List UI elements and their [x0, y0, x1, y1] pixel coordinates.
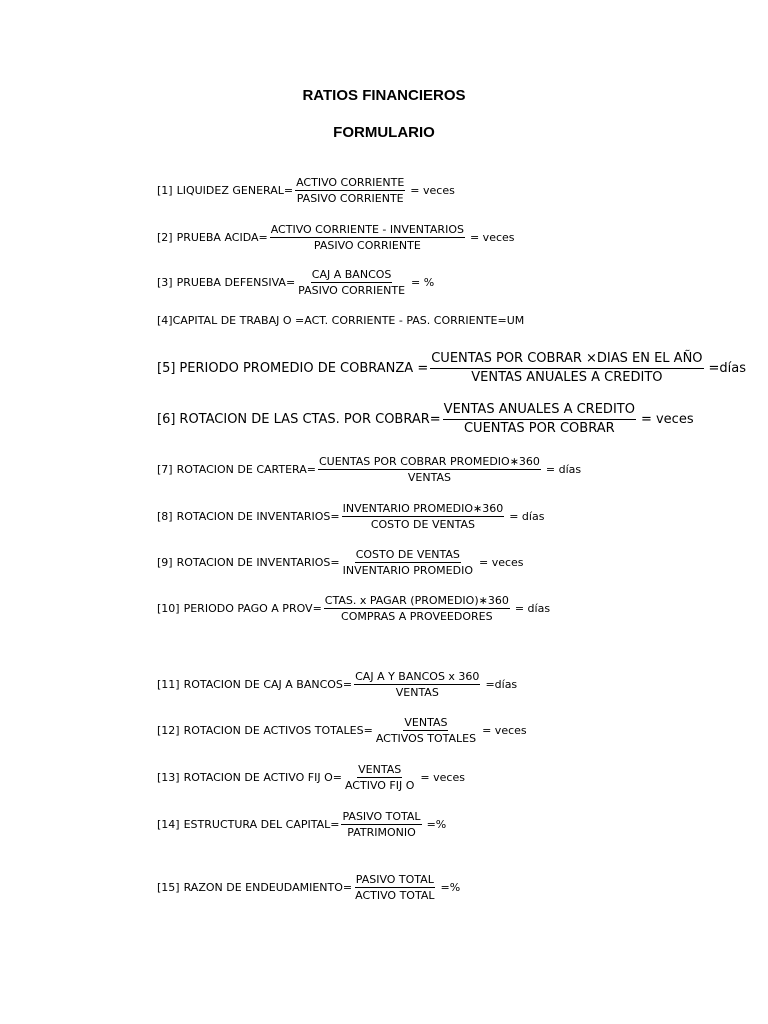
formula-result: = veces: [420, 771, 465, 785]
denominator: ACTIVOS TOTALES: [375, 732, 477, 746]
formula-label: PERIODO PROMEDIO DE COBRANZA =: [179, 360, 429, 376]
formula-6: [157, 402, 694, 436]
numerator: ACTIVO CORRIENTE: [295, 176, 405, 191]
denominator: VENTAS: [395, 686, 439, 700]
formula-12: [157, 716, 527, 745]
denominator: VENTAS: [407, 471, 451, 485]
formula-label: PERIODO PAGO A PROV=: [183, 602, 322, 616]
fraction: [341, 810, 421, 839]
formula-result: = veces: [469, 231, 515, 245]
denominator: CUENTAS POR COBRAR: [463, 420, 615, 436]
formula-number: [2]: [157, 231, 173, 245]
formula-label: PRUEBA ACIDA=: [176, 231, 268, 245]
denominator: PASIVO CORRIENTE: [298, 284, 406, 298]
fraction: [295, 176, 405, 205]
formula-number: [5]: [157, 360, 176, 376]
formula-10: [157, 594, 550, 623]
fraction: [297, 268, 406, 297]
formula-1: [157, 176, 455, 205]
fraction: [318, 455, 541, 484]
numerator: CAJ A BANCOS: [311, 268, 393, 283]
formula-number: [15]: [157, 881, 180, 895]
formula-5: [157, 351, 746, 385]
document-title: RATIOS FINANCIEROS: [302, 87, 466, 104]
formula-result: = veces: [482, 724, 527, 738]
formula-label: ESTRUCTURA DEL CAPITAL=: [183, 818, 340, 832]
formula-label: LIQUIDEZ GENERAL=: [176, 184, 294, 198]
denominator: ACTIVO TOTAL: [355, 889, 435, 903]
denominator: PASIVO CORRIENTE: [296, 192, 404, 206]
formula-4: [157, 314, 524, 327]
fraction: [270, 223, 465, 252]
numerator: PASIVO TOTAL: [341, 810, 421, 825]
fraction: [354, 873, 435, 902]
numerator: CUENTAS POR COBRAR ×DIAS EN EL AÑO: [430, 351, 703, 369]
fraction: [342, 502, 505, 531]
formula-label: RAZON DE ENDEUDAMIENTO=: [183, 881, 353, 895]
denominator: COMPRAS A PROVEEDORES: [341, 610, 493, 624]
fraction: [430, 351, 703, 385]
formula-label: ROTACION DE ACTIVO FIJ O=: [183, 771, 342, 785]
formula-number: [1]: [157, 184, 173, 198]
formula-number: [4]: [157, 314, 173, 327]
formula-14: [157, 810, 446, 839]
formula-result: =días: [708, 360, 747, 376]
numerator: ACTIVO CORRIENTE - INVENTARIOS: [270, 223, 465, 238]
formula-9: [157, 548, 524, 577]
formula-label: ROTACION DE INVENTARIOS=: [176, 510, 340, 524]
formula-number: [13]: [157, 771, 180, 785]
denominator: PATRIMONIO: [347, 826, 416, 840]
formula-number: [12]: [157, 724, 180, 738]
formula-8: [157, 502, 544, 531]
formula-label: ROTACION DE LAS CTAS. POR COBRAR=: [179, 411, 441, 427]
formula-text: CAPITAL DE TRABAJ O =ACT. CORRIENTE - PAS. CORRIENTE=UM: [172, 314, 525, 327]
fraction: [443, 402, 636, 436]
formula-2: [157, 223, 515, 252]
denominator: PASIVO CORRIENTE: [313, 239, 421, 253]
formula-number: [6]: [157, 411, 176, 427]
numerator: CUENTAS POR COBRAR PROMEDIO∗360: [318, 455, 541, 470]
formula-label: ROTACION DE CAJ A BANCOS=: [183, 678, 353, 692]
formula-label: ROTACION DE INVENTARIOS=: [176, 556, 340, 570]
formula-number: [8]: [157, 510, 173, 524]
numerator: CTAS. x PAGAR (PROMEDIO)∗360: [324, 594, 510, 609]
formula-7: [157, 455, 581, 484]
numerator: CAJ A Y BANCOS x 360: [354, 670, 480, 685]
fraction: [324, 594, 510, 623]
formula-result: = veces: [640, 411, 694, 427]
numerator: VENTAS ANUALES A CREDITO: [443, 402, 636, 420]
formula-result: = veces: [410, 184, 455, 198]
formula-result: = días: [545, 463, 582, 477]
formula-result: =%: [426, 818, 447, 832]
document-subtitle: FORMULARIO: [333, 124, 435, 141]
denominator: ACTIVO FIJ O: [344, 779, 415, 793]
denominator: INVENTARIO PROMEDIO: [342, 564, 473, 578]
numerator: INVENTARIO PROMEDIO∗360: [342, 502, 505, 517]
fraction: [344, 763, 415, 792]
denominator: VENTAS ANUALES A CREDITO: [471, 369, 663, 385]
denominator: COSTO DE VENTAS: [370, 518, 476, 532]
formula-number: [14]: [157, 818, 180, 832]
formula-number: [11]: [157, 678, 180, 692]
formula-label: ROTACION DE ACTIVOS TOTALES=: [183, 724, 373, 738]
numerator: PASIVO TOTAL: [355, 873, 435, 888]
fraction: [342, 548, 474, 577]
fraction: [375, 716, 477, 745]
formula-15: [157, 873, 460, 902]
formula-result: =días: [485, 678, 518, 692]
formula-number: [7]: [157, 463, 173, 477]
formula-result: = %: [411, 276, 435, 290]
formula-number: [9]: [157, 556, 173, 570]
formula-result: = veces: [479, 556, 524, 570]
formula-number: [3]: [157, 276, 173, 290]
numerator: COSTO DE VENTAS: [355, 548, 461, 563]
formula-label: PRUEBA DEFENSIVA=: [176, 276, 296, 290]
formula-number: [10]: [157, 602, 180, 616]
fraction: [354, 670, 480, 699]
formula-13: [157, 763, 465, 792]
formula-3: [157, 268, 434, 297]
formula-result: = días: [509, 510, 545, 524]
formula-result: = días: [514, 602, 551, 616]
formula-result: =%: [440, 881, 461, 895]
formula-label: ROTACION DE CARTERA=: [176, 463, 316, 477]
formula-11: [157, 670, 517, 699]
numerator: VENTAS: [403, 716, 448, 731]
numerator: VENTAS: [357, 763, 402, 778]
